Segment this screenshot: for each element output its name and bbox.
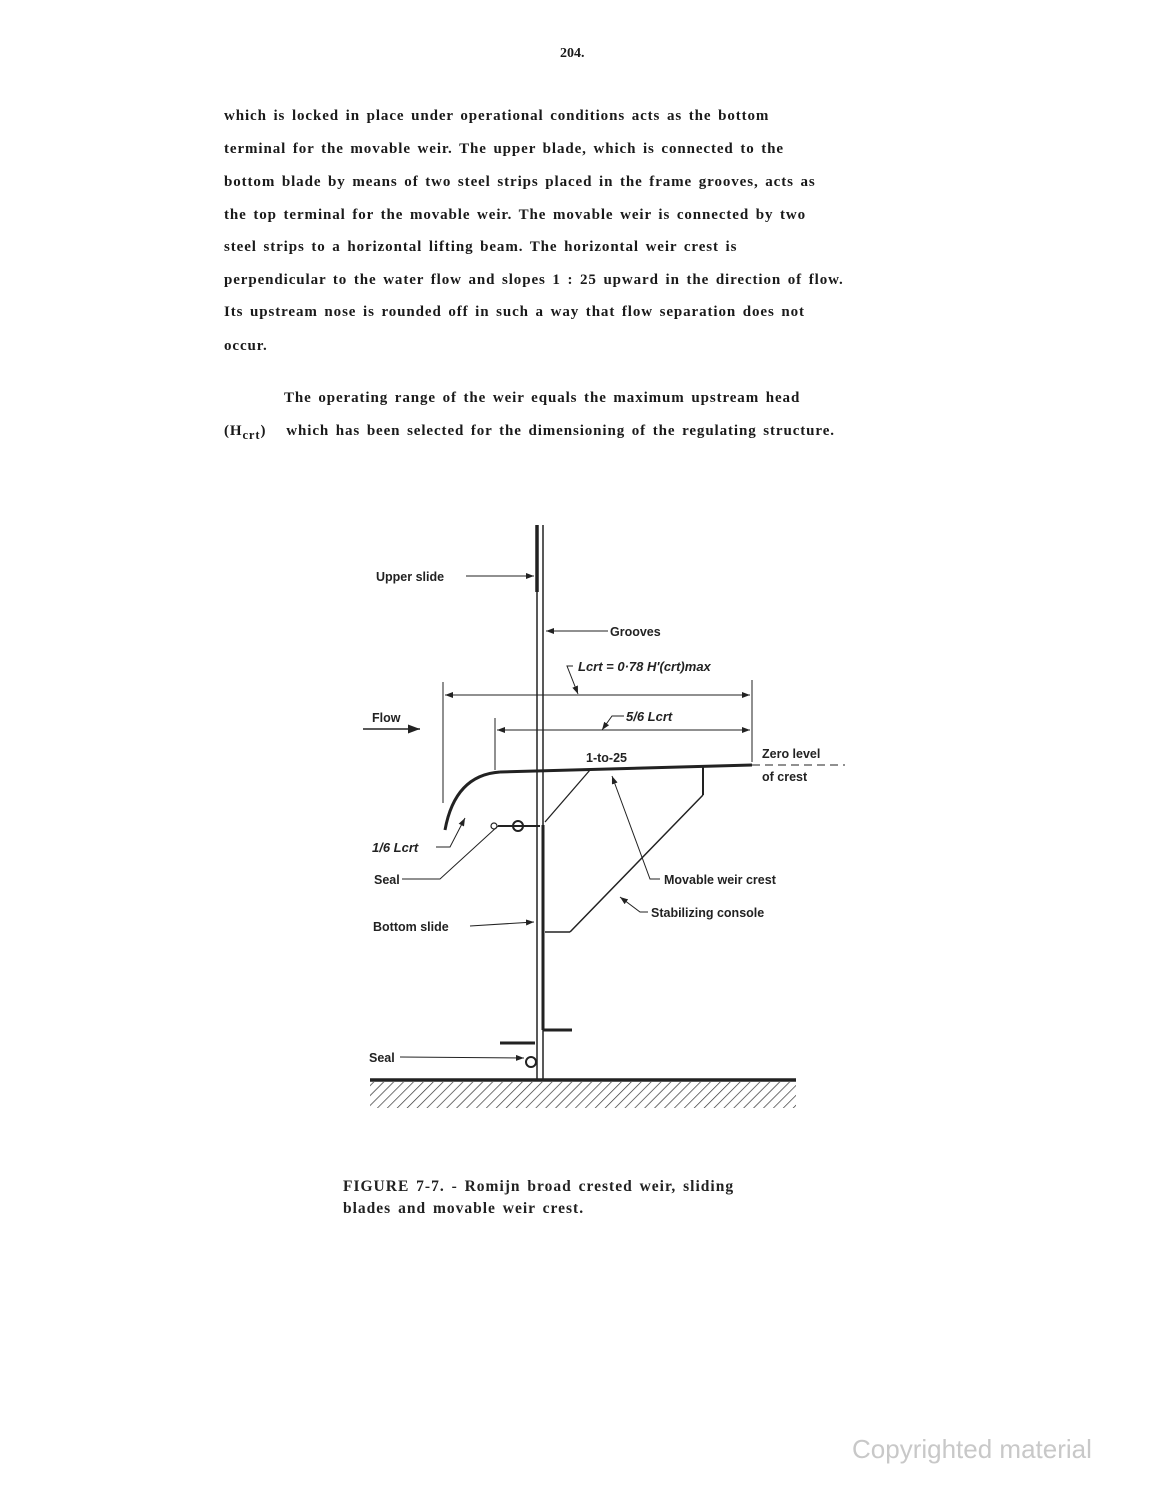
label-bottom-slide: Bottom slide [373,920,449,934]
label-seal-bottom: Seal [369,1051,395,1065]
text-line: steel strips to a horizontal lifting beam. The horizontal weir crest is [224,239,738,255]
label-one-sixth-lcrt: 1/6 Lcrt [372,840,419,855]
page-number: 204. [560,46,585,61]
text-line: which is locked in place under operational conditions acts as the bottom [224,108,770,124]
label-slope: 1-to-25 [586,751,627,765]
figure-caption-line: blades and movable weir crest. [343,1200,585,1217]
label-movable-weir-crest: Movable weir crest [664,873,776,887]
label-five-sixths-lcrt: 5/6 Lcrt [626,709,673,724]
text-line: perpendicular to the water flow and slopes 1 : 25 upward in the direction of flow. [224,272,844,288]
figure-caption-line: FIGURE 7-7. - Romijn broad crested weir, sliding [343,1178,735,1195]
copyright-watermark: Copyrighted material [852,1434,1092,1464]
text-line: terminal for the movable weir. The upper blade, which is connected to the [224,141,784,157]
text-line: bottom blade by means of two steel strips placed in the frame grooves, acts as [224,174,816,190]
label-seal-top: Seal [374,873,400,887]
text-line: Its upstream nose is rounded off in such a way that flow separation does not [224,304,805,320]
label-zero-level: Zero level [762,747,821,761]
ground-hatching [370,1082,796,1108]
text-line: occur. [224,338,268,354]
text-line: the top terminal for the movable weir. The movable weir is connected by two [224,207,807,223]
label-upper-slide: Upper slide [376,570,445,584]
label-stabilizing-console: Stabilizing console [651,906,765,920]
label-grooves: Grooves [610,625,661,639]
label-flow: Flow [372,711,401,725]
h-crt-symbol: $(H_{crt})$ [224,423,267,442]
text-line: The operating range of the weir equals the maximum upstream head [284,390,801,406]
label-lcrt-formula: Lcrt = 0·78 H'(crt)max [578,659,711,674]
text-line: $(H_{crt})$ which has been selected for the dimensioning of the regulating structure. [224,423,835,442]
diagram-lines [363,525,845,1080]
label-of-crest: of crest [762,770,808,784]
